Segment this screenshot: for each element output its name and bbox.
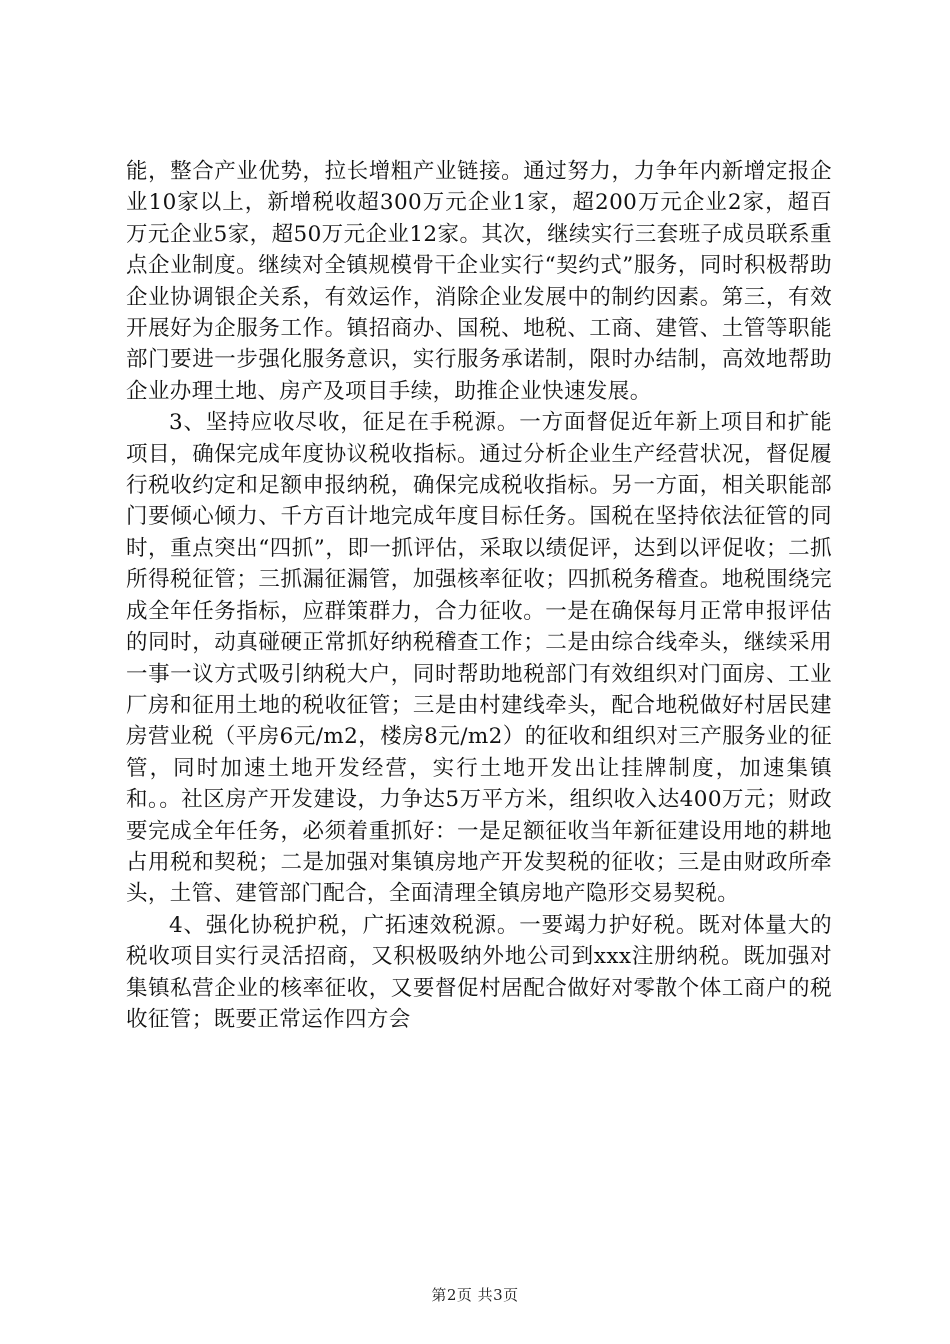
paragraph-section-4: 4、强化协税护税，广拓速效税源。一要竭力护好税。既对体量大的税收项目实行灵活招商，又积极吸纳外地公司到xxx注册纳税。既加强对集镇私营企业的核率征收，又要督促村居配合做好对零散个体工商户的税收征管；既要正常运作四方会 (126, 912, 832, 1032)
paragraph-section-3: 3、坚持应收尽收，征足在手税源。一方面督促近年新上项目和扩能项目，确保完成年度协议税收指标。通过分析企业生产经营状况，督促履行税收约定和足额申报纳税，确保完成税收指标。另一方面，相关职能部门要倾心倾力、千方百计地完成年度目标任务。国税在坚持依法征管的同时，重点突出“四抓”，即一抓评估，采取以绩促评，达到以评促收；二抓所得税征管；三抓漏征漏管，加强核率征收；四抓税务稽查。地税围绕完成全年任务指标，应群策群力，合力征收。一是在确保每月正常申报评估的同时，动真碰硬正常抓好纳税稽查工作；二是由综合线牵头，继续采用一事一议方式吸引纳税大户，同时帮助地税部门有效组织对门面房、工业厂房和征用土地的税收征管；三是由村建线牵头，配合地税做好村居民建房营业税（平房6元/m2，楼房8元/m2）的征收和组织对三产服务业的征管，同时加速土地开发经营，实行土地开发出让挂牌制度，加速集镇和。。社区房产开发建设，力争达5万平方米，组织收入达400万元；财政要完成全年任务，必须着重抓好：一是足额征收当年新征建设用地的耕地占用税和契税；二是加强对集镇房地产开发契税的征收；三是由财政所牵头，土管、建管部门配合，全面清理全镇房地产隐形交易契税。 (126, 410, 832, 907)
paragraph-continuation: 能，整合产业优势，拉长增粗产业链接。通过努力，力争年内新增定报企业10家以上，新增税收超300万元企业1家，超200万元企业2家，超百万元企业5家，超50万元企业12家。其次，继续实行三套班子成员联系重点企业制度。继续对全镇规模骨干企业实行“契约式”服务，同时积极帮助企业协调银企关系，有效运作，消除企业发展中的制约因素。第三，有效开展好为企服务工作。镇招商办、国税、地税、工商、建管、土管等职能部门要进一步强化服务意识，实行服务承诺制，限时办结制，高效地帮助企业办理土地、房产及项目手续，助推企业快速发展。 (126, 159, 832, 404)
page-footer: 第2页 共3页 (431, 1286, 519, 1304)
document-body (126, 156, 832, 1035)
